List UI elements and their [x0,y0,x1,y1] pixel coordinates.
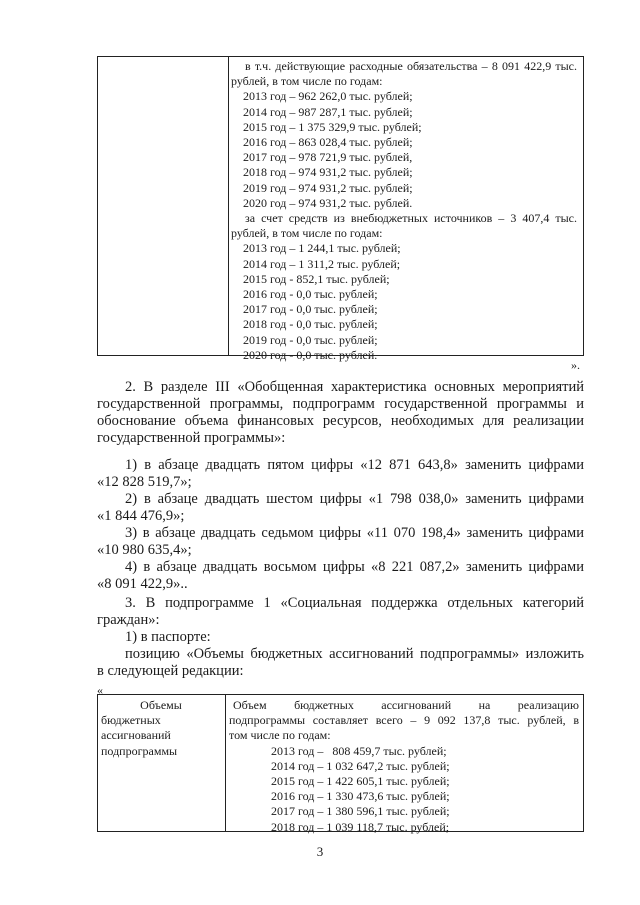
amendment-item-3 [97,525,584,559]
year-amount-line: 2014 год – 1 311,2 тыс. рублей; [243,256,401,271]
year-amount-line: 2017 год – 978 721,9 тыс. рублей, [243,150,413,165]
year-amount-line: 2016 год – 863 028,4 тыс. рублей; [243,135,413,150]
amendment-line: 2) в абзаце двадцать шестом цифры «1 798 038,0» заменить цифрами [125,491,584,507]
amendment-line: 3) в абзаце двадцать седьмом цифры «11 070 198,4» заменить цифрами [125,525,584,541]
paragraph-line: обоснование объема финансовых ресурсов, необходимых для реализации [97,413,584,429]
paragraph-line: 2. В разделе III «Обобщенная характеристика основных мероприятий [125,379,584,395]
year-amount-line: 2015 год – 1 422 605,1 тыс. рублей; [271,774,450,789]
year-amount-line: 2014 год – 1 032 647,2 тыс. рублей; [271,758,450,773]
paragraph-line: в следующей редакции: [97,663,244,679]
row-header-line: Объемы [140,698,182,712]
year-amount-line: 2014 год – 987 287,1 тыс. рублей; [243,104,413,119]
total-funding-line: том числе по годам: [229,728,331,743]
position-paragraph [97,646,584,680]
amendment-line: «8 091 422,9».. [97,576,188,592]
amendment-item-4 [97,559,584,593]
year-amount-line: 2013 год – 808 459,7 тыс. рублей; [271,743,447,758]
table-column-divider [228,57,229,355]
section-3-paragraph [97,595,584,629]
total-funding-line: Объем бюджетных ассигнований на реализацию [233,698,579,712]
funding-table-left-cell [101,698,221,759]
amendment-line: «10 980 635,4»; [97,542,192,558]
year-amount-line: 2018 год - 0,0 тыс. рублей; [243,317,378,332]
amendment-item-2 [97,491,584,525]
year-amount-line: 2019 год – 974 931,2 тыс. рублей; [243,180,413,195]
amendment-line: 4) в абзаце двадцать восьмом цифры «8 221 087,2» заменить цифрами [125,559,584,575]
amendment-item-1 [97,457,584,491]
year-amount-line: 2020 год – 974 931,2 тыс. рублей. [243,195,413,210]
total-funding-line: подпрограммы составляет всего – 9 092 137,8 тыс. рублей, в [229,713,579,728]
paragraph-line: 1) в паспорте: [125,629,211,645]
funding-table-right-cell [229,698,579,835]
passport-paragraph [97,629,584,646]
funding-table-continued [97,56,584,362]
table-column-divider [225,695,226,831]
funding-table-right-cell [231,59,577,363]
year-amount-line: 2018 год – 1 039 118,7 тыс. рублей; [271,819,450,834]
row-header-line: подпрограммы [101,743,178,758]
year-amount-line: 2018 год – 974 931,2 тыс. рублей; [243,165,413,180]
year-amount-line: 2016 год - 0,0 тыс. рублей; [243,287,378,302]
amendment-line: 1) в абзаце двадцать пятом цифры «12 871 643,8» заменить цифрами [125,457,584,473]
closing-quote: ». [571,358,580,372]
amendment-line: «12 828 519,7»; [97,474,192,490]
extrabudgetary-line: за счет средств из внебюджетных источников – 3 407,4 тыс. [245,211,577,226]
amendment-line: «1 844 476,9»; [97,508,185,524]
year-amount-line: 2019 год - 0,0 тыс. рублей; [243,332,378,347]
paragraph-line: 3. В подпрограмме 1 «Социальная поддержка отдельных категорий [125,595,584,611]
year-amount-line: 2020 год - 0,0 тыс. рублей. [243,347,378,362]
paragraph-line: государственной программы, подпрограмм государственной программы и [97,396,584,412]
year-amount-line: 2015 год – 1 375 329,9 тыс. рублей; [243,119,422,134]
year-amount-line: 2017 год - 0,0 тыс. рублей; [243,302,378,317]
extrabudgetary-line: рублей, в том числе по годам: [231,226,383,241]
year-amount-line: 2017 год – 1 380 596,1 тыс. рублей; [271,804,450,819]
paragraph-line: позицию «Объемы бюджетных ассигнований подпрограммы» изложить [125,646,584,662]
paragraph-line: государственной программы»: [97,430,286,446]
year-amount-line: 2013 год – 1 244,1 тыс. рублей; [243,241,401,256]
existing-obligations-line: в т.ч. действующие расходные обязательства – 8 091 422,9 тыс. [245,59,577,73]
section-2-paragraph [97,379,584,447]
year-amount-line: 2015 год - 852,1 тыс. рублей; [243,271,390,286]
row-header-line: ассигнований [101,728,171,743]
page-number: 3 [316,844,324,859]
year-amount-line: 2013 год – 962 262,0 тыс. рублей; [243,89,413,104]
row-header-line: бюджетных [101,713,161,728]
paragraph-line: граждан»: [97,612,160,628]
existing-obligations-line: рублей, в том числе по годам: [231,74,383,89]
year-amount-line: 2016 год – 1 330 473,6 тыс. рублей; [271,789,450,804]
opening-quote: « [97,683,103,697]
subprogram-funding-table [97,694,584,832]
